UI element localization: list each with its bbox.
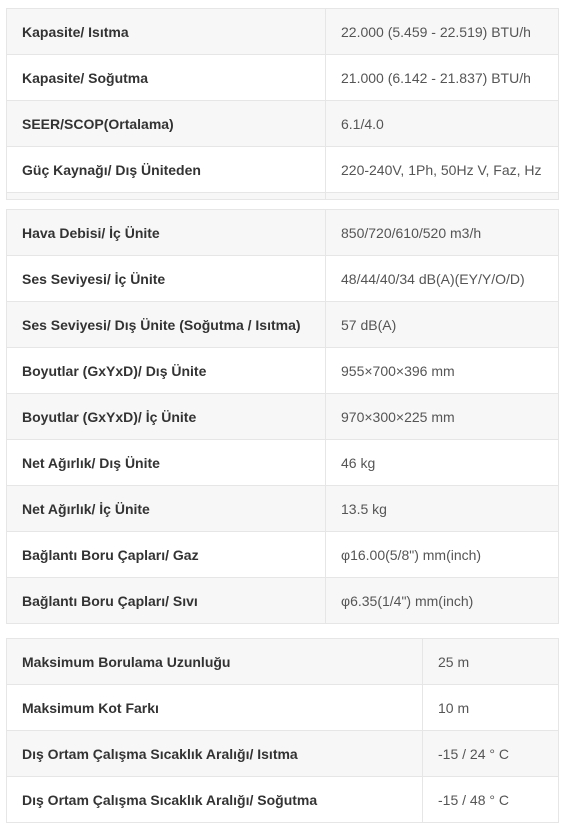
table-row (7, 302, 559, 348)
spacer-cell (326, 193, 559, 200)
spec-value: -15 / 48 ° C (423, 777, 559, 823)
spec-table-capacity (6, 8, 559, 200)
table-row (7, 55, 559, 101)
spec-label: Boyutlar (GxYxD)/ Dış Ünite (7, 348, 326, 394)
table-row (7, 532, 559, 578)
spec-value: 850/720/610/520 m3/h (326, 210, 559, 256)
spec-table-dimensions (6, 209, 559, 624)
table-row (7, 210, 559, 256)
spacer-cell (7, 193, 326, 200)
table-row (7, 256, 559, 302)
table-row (7, 731, 559, 777)
spec-label: Boyutlar (GxYxD)/ İç Ünite (7, 394, 326, 440)
spec-value: -15 / 24 ° C (423, 731, 559, 777)
spec-label: Ses Seviyesi/ Dış Ünite (Soğutma / Isıtma) (7, 302, 326, 348)
table-row (7, 440, 559, 486)
spec-label: Maksimum Borulama Uzunluğu (7, 639, 423, 685)
spec-label: Ses Seviyesi/ İç Ünite (7, 256, 326, 302)
spec-value: 10 m (423, 685, 559, 731)
spec-value: 220-240V, 1Ph, 50Hz V, Faz, Hz (326, 147, 559, 193)
spec-label: Bağlantı Boru Çapları/ Sıvı (7, 578, 326, 624)
spec-value: 955×700×396 mm (326, 348, 559, 394)
spec-value: 57 dB(A) (326, 302, 559, 348)
spec-value: 21.000 (6.142 - 21.837) BTU/h (326, 55, 559, 101)
table-row (7, 777, 559, 823)
table-row (7, 639, 559, 685)
spec-label: Güç Kaynağı/ Dış Üniteden (7, 147, 326, 193)
table-row (7, 101, 559, 147)
spec-label: Net Ağırlık/ İç Ünite (7, 486, 326, 532)
table-row (7, 578, 559, 624)
table-row (7, 348, 559, 394)
spec-label: Dış Ortam Çalışma Sıcaklık Aralığı/ Soğutma (7, 777, 423, 823)
spec-label: Bağlantı Boru Çapları/ Gaz (7, 532, 326, 578)
spec-label: Kapasite/ Soğutma (7, 55, 326, 101)
table-row (7, 147, 559, 193)
table-row (7, 394, 559, 440)
spec-value: φ6.35(1/4") mm(inch) (326, 578, 559, 624)
spec-label: Net Ağırlık/ Dış Ünite (7, 440, 326, 486)
spec-value: 22.000 (5.459 - 22.519) BTU/h (326, 9, 559, 55)
spec-label: Maksimum Kot Farkı (7, 685, 423, 731)
spec-value: 46 kg (326, 440, 559, 486)
spec-label: Dış Ortam Çalışma Sıcaklık Aralığı/ Isıtma (7, 731, 423, 777)
table-row (7, 9, 559, 55)
table-row (7, 685, 559, 731)
spec-label: SEER/SCOP(Ortalama) (7, 101, 326, 147)
table-spacer-row (7, 193, 559, 200)
spec-value: 25 m (423, 639, 559, 685)
spec-value: 970×300×225 mm (326, 394, 559, 440)
spec-value: 48/44/40/34 dB(A)(EY/Y/O/D) (326, 256, 559, 302)
table-row (7, 486, 559, 532)
spec-value: φ16.00(5/8") mm(inch) (326, 532, 559, 578)
spec-label: Kapasite/ Isıtma (7, 9, 326, 55)
spec-table-installation (6, 638, 559, 823)
spec-value: 6.1/4.0 (326, 101, 559, 147)
spec-value: 13.5 kg (326, 486, 559, 532)
spec-label: Hava Debisi/ İç Ünite (7, 210, 326, 256)
